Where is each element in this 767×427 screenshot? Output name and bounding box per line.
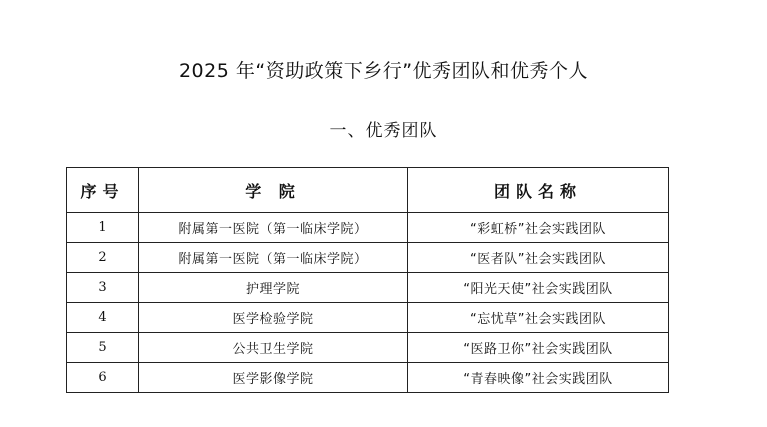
row-college: 附属第一医院（第一临床学院）: [139, 243, 408, 273]
row-team: “医路卫你”社会实践团队: [408, 333, 669, 363]
header-no: 序号: [67, 168, 139, 213]
row-team: “医者队”社会实践团队: [408, 243, 669, 273]
row-college: 医学影像学院: [139, 363, 408, 393]
row-college: 护理学院: [139, 273, 408, 303]
table-row: [67, 213, 669, 243]
team-table: [66, 167, 669, 393]
row-team: “阳光天使”社会实践团队: [408, 273, 669, 303]
row-college: 医学检验学院: [139, 303, 408, 333]
section-title: 一、优秀团队: [329, 121, 438, 141]
row-no: 5: [67, 333, 139, 363]
row-college: 公共卫生学院: [139, 333, 408, 363]
row-team: “彩虹桥”社会实践团队: [408, 213, 669, 243]
row-team: “青春映像”社会实践团队: [408, 363, 669, 393]
table-row: [67, 333, 669, 363]
table-row: [67, 303, 669, 333]
row-college: 附属第一医院（第一临床学院）: [139, 213, 408, 243]
row-no: 1: [67, 213, 139, 243]
table-row: [67, 363, 669, 393]
row-team: “忘忧草”社会实践团队: [408, 303, 669, 333]
row-no: 6: [67, 363, 139, 393]
table-row: [67, 273, 669, 303]
header-college: 学 院: [139, 168, 408, 213]
table-header-row: [67, 168, 669, 213]
row-no: 2: [67, 243, 139, 273]
header-team: 团队名称: [408, 168, 669, 213]
row-no: 3: [67, 273, 139, 303]
document-title: 2025 年“资助政策下乡行”优秀团队和优秀个人: [178, 60, 589, 82]
row-no: 4: [67, 303, 139, 333]
table-row: [67, 243, 669, 273]
